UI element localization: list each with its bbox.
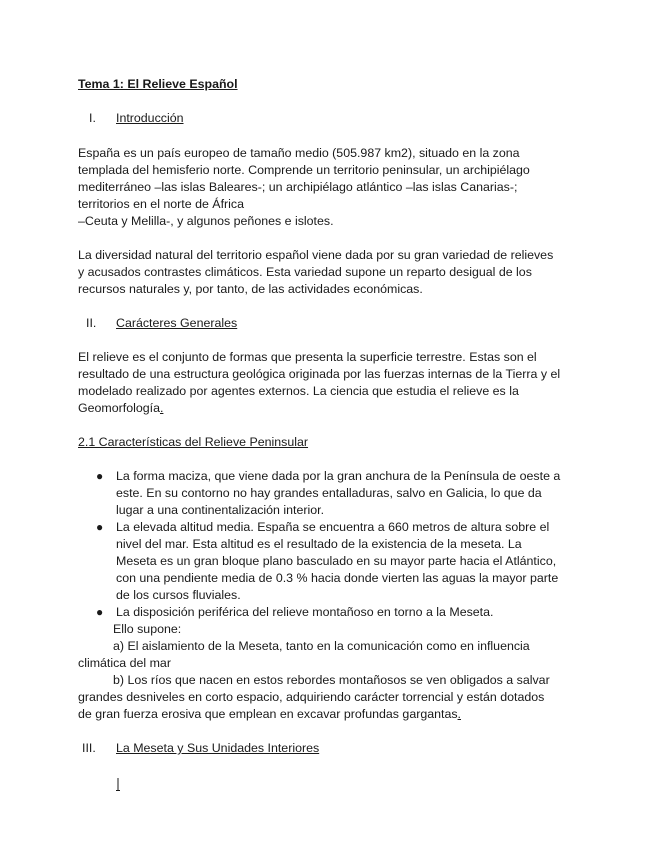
intro-p2-line: recursos naturales y, por tanto, de las actividades económicas. bbox=[78, 282, 423, 296]
bullet-1-line: La forma maciza, que viene dada por la gran anchura de la Península de oeste a bbox=[116, 469, 561, 483]
bullet-icon: ● bbox=[96, 605, 104, 619]
general-p1-line: resultado de una estructura geológica originada por las fuerzas internas de la Tierra y el bbox=[78, 367, 561, 381]
general-p1-line: modelado realizado por agentes externos. La ciencia que estudia el relieve es la bbox=[78, 384, 519, 398]
sub-a-line: a) El aislamiento de la Meseta, tanto en la comunicación como en influencia bbox=[113, 639, 530, 653]
sub-b-line: b) Los ríos que nacen en estos rebordes montañosos se ven obligados a salvar bbox=[113, 673, 550, 687]
sub-b-line: grandes desniveles en corto espacio, adquiriendo carácter torrencial y están dotados bbox=[78, 690, 545, 704]
general-p1-last-line bbox=[78, 400, 163, 417]
bullet-icon: ● bbox=[96, 520, 104, 534]
bullet-2-line: nivel del mar. Esta altitud es el resultado de la existencia de la meseta. La bbox=[116, 537, 522, 551]
sub-b-period: . bbox=[457, 707, 461, 721]
sub-a-line: climática del mar bbox=[78, 656, 171, 670]
bullet-2-line: con una pendiente media de 0.3 % hacia donde vierten las aguas la mayor parte bbox=[116, 571, 559, 585]
intro-p1-line: mediterráneo –las islas Baleares-; un archipiélago atlántico –las islas Canarias-; bbox=[78, 180, 518, 194]
sub-b-last-line bbox=[78, 706, 461, 723]
bullet-icon: ● bbox=[96, 469, 104, 483]
general-p1-text: Geomorfología bbox=[78, 401, 160, 415]
bullet-2-line: de los cursos fluviales. bbox=[116, 588, 241, 602]
section-1-number: I. bbox=[89, 111, 96, 125]
intro-p2-line: La diversidad natural del territorio español viene dada por su gran variedad de relieves bbox=[78, 248, 554, 262]
intro-p1-line: –Ceuta y Melilla-, y algunos peñones e islotes. bbox=[78, 214, 334, 228]
general-p1-line: El relieve es el conjunto de formas que presenta la superficie terrestre. Estas son el bbox=[78, 350, 537, 364]
intro-p1-line: territorios en el norte de África bbox=[78, 197, 244, 211]
section-2-heading: Carácteres Generales bbox=[116, 316, 238, 330]
intro-p1-line: templada del hemisferio norte. Comprende un territorio peninsular, un archipiélago bbox=[78, 163, 530, 177]
bullet-1-line: este. En su contorno no hay grandes entalladuras, salvo en Galicia, lo que da bbox=[116, 486, 542, 500]
section-2-number: II. bbox=[86, 316, 97, 330]
section-3-number: III. bbox=[82, 741, 96, 755]
general-p1-period: . bbox=[159, 401, 164, 415]
bullet-1-line: lugar a una continentalización interior. bbox=[116, 503, 325, 517]
section-3-heading: La Meseta y Sus Unidades Interiores bbox=[116, 741, 320, 755]
section-1-heading: Introducción bbox=[116, 111, 184, 125]
bullet-2-line: Meseta es un gran bloque plano basculado en su mayor parte hacia el Atlántico, bbox=[116, 554, 557, 568]
sub-b-text: de gran fuerza erosiva que emplean en excavar profundas gargantas bbox=[78, 707, 458, 721]
bullet-3-line: La disposición periférica del relieve montañoso en torno a la Meseta. bbox=[116, 605, 494, 619]
bullet-3-line: Ello supone: bbox=[113, 622, 182, 636]
intro-p1-line: España es un país europeo de tamaño medio (505.987 km2), situado en la zona bbox=[78, 146, 520, 160]
text-cursor-icon[interactable] bbox=[115, 777, 121, 793]
subsection-2-1-heading: 2.1 Características del Relieve Peninsular bbox=[78, 435, 309, 449]
document-title: Tema 1: El Relieve Español bbox=[78, 77, 238, 91]
intro-p2-line: y acusados contrastes climáticos. Esta variedad supone un reparto desigual de los bbox=[78, 265, 532, 279]
bullet-2-line: La elevada altitud media. España se encuentra a 660 metros de altura sobre el bbox=[116, 520, 550, 534]
